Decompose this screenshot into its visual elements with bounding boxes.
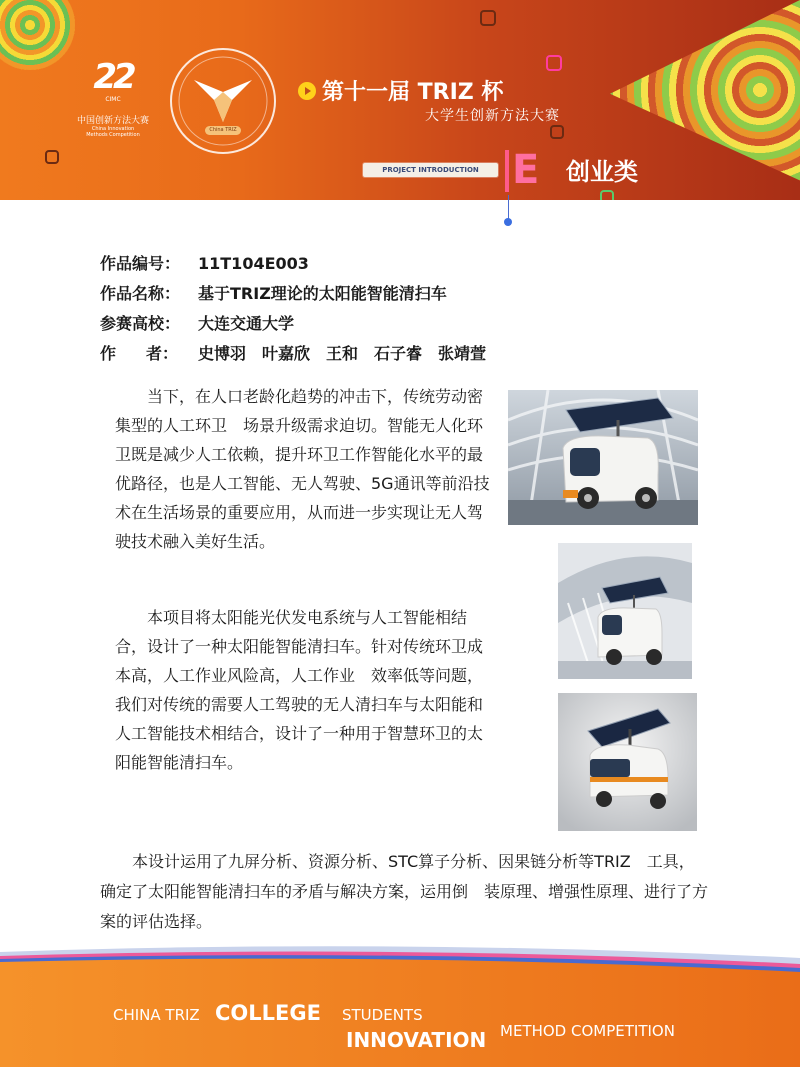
info-value: 大连交通大学 xyxy=(198,314,295,333)
decorative-square xyxy=(480,10,496,26)
project-introduction-tag xyxy=(363,163,498,177)
competition-title: 第十一届 TRIZ 杯 xyxy=(322,80,504,105)
category-letter: E xyxy=(512,147,540,193)
divider-dot xyxy=(504,218,512,226)
decorative-square xyxy=(600,190,614,200)
cimc-logo-en-1: China Innovation xyxy=(91,126,135,132)
cimc-logo-abbr: CIMC xyxy=(105,96,121,103)
competition-subtitle: 大学生创新方法大赛 xyxy=(425,108,560,124)
footer-innovation: INNOVATION xyxy=(346,1028,487,1052)
intro-paragraph-1: 当下，在人口老龄化趋势的冲击下，传统劳动密集型的人工环卫 场景升级需求迫切。智能无人化环卫既是减少人工依赖，提升环卫工作智能化水平的最优路径，也是人工智能、无人驾驶、5G通讯等前沿技术在生活场景的重要应用，从而进一步实现让无人驾驶技术融入美好生活。 xyxy=(115,387,490,551)
cimc-logo-title: 中国创新方法大赛 xyxy=(76,116,149,126)
triz-logo-emblem xyxy=(172,50,274,152)
info-label xyxy=(100,342,198,366)
decorative-triangle xyxy=(610,0,800,185)
header-banner xyxy=(0,0,800,200)
footer-method-competition: METHOD COMPETITION xyxy=(500,1022,675,1040)
decorative-square xyxy=(45,150,59,164)
product-render-3 xyxy=(558,693,697,831)
info-value: 史博羽 叶嘉欣 王和 石子睿 张靖萱 xyxy=(198,344,487,363)
footer-college: COLLEGE xyxy=(215,1001,321,1025)
info-project-name xyxy=(100,282,700,306)
play-icon xyxy=(298,82,316,100)
category-name: 创业类 xyxy=(566,158,638,186)
cimc-logo-en-2: Methods Competition xyxy=(86,132,140,138)
info-school xyxy=(100,312,700,336)
product-render-1 xyxy=(508,390,698,525)
footer-students: STUDENTS xyxy=(342,1006,423,1024)
info-project-id xyxy=(100,252,700,276)
triz-competition-logo xyxy=(170,48,276,154)
decorative-square xyxy=(550,125,564,139)
decorative-square xyxy=(546,55,562,71)
info-label: 参赛高校： xyxy=(100,314,181,333)
info-label: 作品名称： xyxy=(100,284,181,303)
cimc-logo-mark: 22 xyxy=(93,57,133,97)
decorative-circle xyxy=(0,0,75,70)
intro-paragraph-3: 本设计运用了九屏分析、资源分析、STC算子分析、因果链分析等TRIZ 工具，确定了太阳能智能清扫车的矛盾与解决方案，运用倒 装原理、增强性原理、进行了方案的评估选择。 xyxy=(100,852,709,931)
author-label-part: 作 xyxy=(100,344,117,363)
cimc-logo xyxy=(75,57,151,142)
footer-china-triz: CHINA TRIZ xyxy=(113,1006,200,1024)
info-label: 作品编号： xyxy=(100,254,181,273)
triz-logo-badge: China TRIZ xyxy=(205,126,241,135)
author-label-part: 者： xyxy=(146,344,179,363)
category-accent-bar xyxy=(505,150,509,192)
product-render-2 xyxy=(558,543,692,679)
info-value: 基于TRIZ理论的太阳能智能清扫车 xyxy=(198,284,447,303)
info-authors xyxy=(100,342,700,366)
project-introduction-label: PROJECT INTRODUCTION xyxy=(382,166,479,174)
divider-line xyxy=(508,195,509,220)
info-value: 11T104E003 xyxy=(198,254,309,273)
intro-paragraph-2: 本项目将太阳能光伏发电系统与人工智能相结合，设计了一种太阳能智能清扫车。针对传统环卫成本高，人工作业风险高，人工作业 效率低等问题，我们对传统的需要人工驾驶的无人清扫车与太阳能和 人工智能技术相结合，设计了一种用于智慧环卫的太阳能智能清扫车。 xyxy=(115,608,500,772)
